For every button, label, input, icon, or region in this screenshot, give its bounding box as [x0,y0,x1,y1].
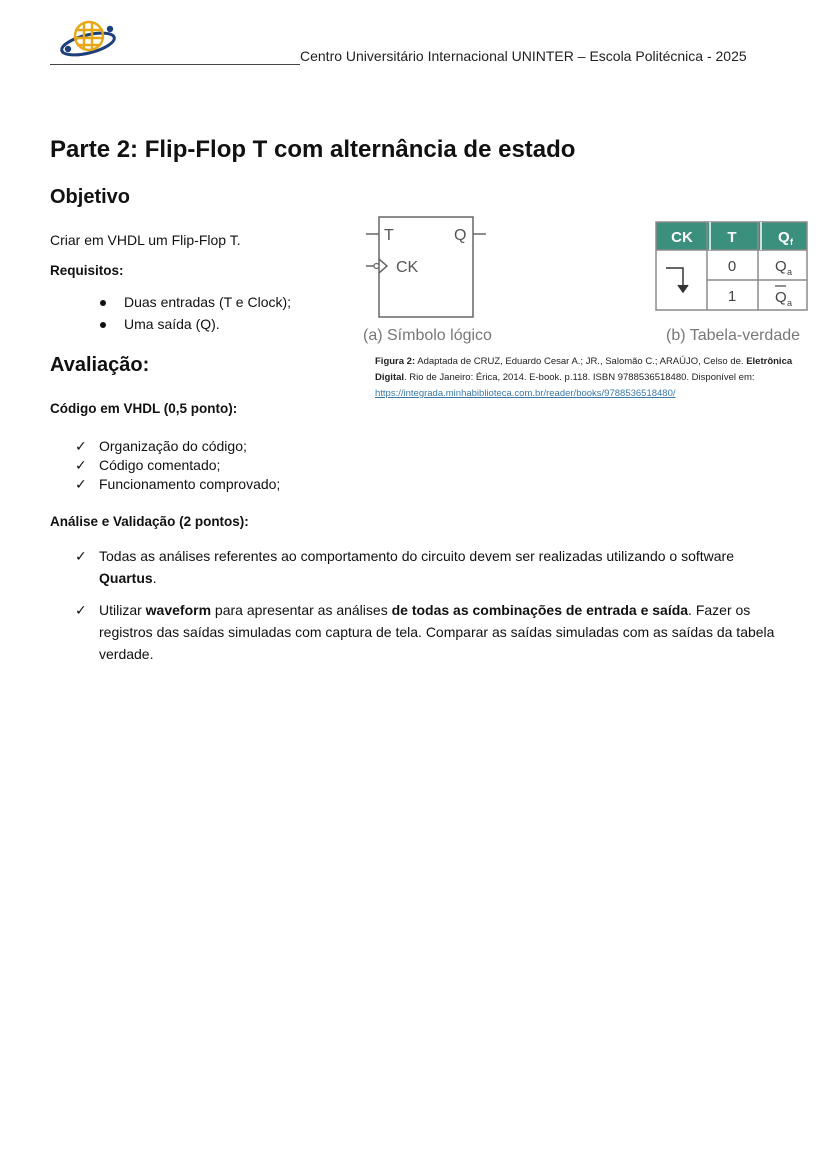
requirement-item: Duas entradas (T e Clock); [100,294,291,316]
objective-text: Criar em VHDL um Flip-Flop T. [50,232,241,248]
vhdl-criteria-label: Código em VHDL (0,5 ponto): [50,401,238,416]
table-caption: (b) Tabela-verdade [666,327,801,344]
analysis-criteria-text [99,545,775,589]
table-cell-t: 0 [727,258,737,275]
analysis-criteria-label: Análise e Validação (2 pontos): [50,514,249,529]
header-rule [50,64,300,65]
text-segment: Todas as análises referentes ao comportamento do circuito devem ser realizadas utilizando o software [99,548,734,564]
symbol-caption: (a) Símbolo lógico [363,327,492,344]
table-header-q: Q [778,229,790,246]
flip-flop-symbol [363,217,492,344]
text-segment: . Rio de Janeiro: Érica, 2014. E-book. p.118. ISBN 9788536518480. Disponível em: [404,372,755,383]
output-q-label: Q [454,227,467,244]
analysis-criteria-list [75,545,775,675]
input-t-label: T [384,227,394,244]
objective-heading: Objetivo [50,186,131,208]
table-cell-q-subscript: a [787,267,793,277]
checkmark-icon: ✓ [75,438,87,454]
emphasis: waveform [145,602,212,618]
table-header-q-subscript: f [790,237,793,247]
requirements-list [100,294,291,338]
text-segment: Utilizar [99,602,146,618]
text-segment: . [152,570,157,586]
uninter-logo [60,16,118,60]
vhdl-criteria-list [75,438,280,495]
clock-label: CK [396,259,419,276]
vhdl-criteria-text: Código comentado; [99,457,221,473]
falling-edge-icon [666,268,688,292]
text-segment: . Fazer os registros das saídas simuladas com captura de tela. Comparar as saídas simuladas com as saídas da tabela verdade. [99,602,775,662]
vhdl-criteria-item [75,457,280,476]
table-header-t: T [727,229,737,246]
reference-link[interactable]: https://integrada.minhabiblioteca.com.br/reader/books/9788536518480/ [375,388,676,399]
checkmark-icon: ✓ [75,602,87,618]
book-title: Eletrônica Digital [375,356,793,383]
vhdl-criteria-text: Funcionamento comprovado; [99,476,281,492]
requirement-item: Uma saída (Q). [100,316,291,338]
truth-table [656,222,807,344]
vhdl-criteria-item [75,476,280,495]
analysis-criteria-text [99,599,775,665]
vhdl-criteria-text: Organização do código; [99,438,247,454]
table-cell-q: Q [775,258,787,275]
analysis-criteria-item [75,545,775,589]
vhdl-criteria-item [75,438,280,457]
header-institution: Centro Universitário Internacional UNINTER – Escola Politécnica - 2025 [300,48,747,64]
page-title: Parte 2: Flip-Flop T com alternância de estado [50,136,576,163]
emphasis: de todas as combinações de entrada e saída [391,602,689,618]
text-segment: para apresentar as análises [211,602,392,618]
evaluation-heading: Avaliação: [50,354,150,376]
text-segment: Adaptada de CRUZ, Eduardo Cesar A.; JR., Salomão C.; ARAÚJO, Celso de. [415,356,747,367]
table-header-ck: CK [671,229,693,246]
figure-caption [375,354,815,402]
table-cell-t: 1 [727,288,737,305]
requirements-label: Requisitos: [50,263,124,278]
checkmark-icon: ✓ [75,457,87,473]
software-name: Quartus [99,570,153,586]
figure-label: Figura 2: [375,356,416,367]
flip-flop-figure [360,212,812,350]
table-cell-q-complement: Q [775,289,787,306]
checkmark-icon: ✓ [75,548,87,564]
analysis-criteria-item [75,599,775,665]
table-cell-q-subscript: a [787,298,793,308]
checkmark-icon: ✓ [75,476,87,492]
